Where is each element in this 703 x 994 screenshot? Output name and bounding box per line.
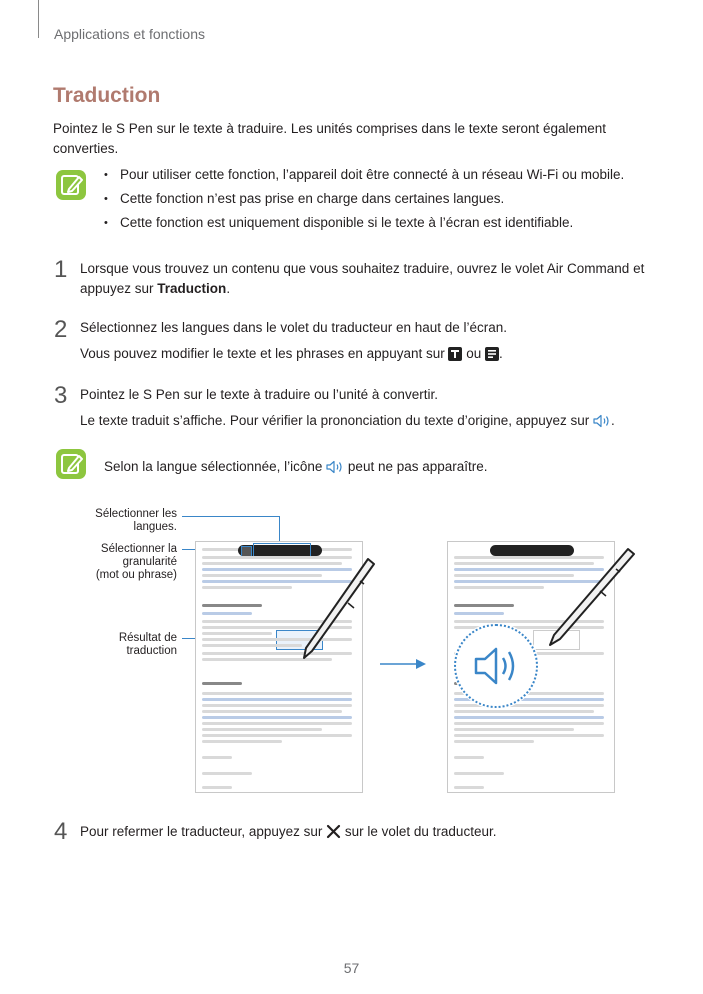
- step-line: [80, 411, 690, 434]
- callout-line: (mot ou phrase): [95, 569, 177, 581]
- callout-line: langues.: [133, 521, 177, 533]
- step-line: Pointez le S Pen sur le texte à traduire ou l’unité à convertir.: [80, 387, 438, 402]
- callout-line: Sélectionner les: [95, 508, 177, 520]
- intro-paragraph: Pointez le S Pen sur le texte à traduire. Les unités comprises dans le texte seront également converties.: [53, 121, 607, 156]
- callout-line: granularité: [122, 556, 177, 568]
- note-text-part: peut ne pas apparaître.: [344, 459, 488, 474]
- step-text-part: ou: [462, 346, 485, 361]
- speaker-icon: [326, 460, 344, 480]
- sentence-mode-icon: [485, 347, 499, 367]
- step-text-part: .: [611, 413, 615, 428]
- step-text-part: .: [226, 281, 231, 296]
- note-text-part: Selon la langue sélectionnée, l’icône: [104, 459, 327, 474]
- step-text-part: .: [499, 346, 503, 361]
- step-text: [80, 259, 680, 299]
- step-text: [80, 318, 680, 367]
- step-text-part: sur le volet du traducteur.: [341, 824, 497, 839]
- step-text-part: appuyez sur: [80, 281, 158, 296]
- close-icon: [326, 824, 341, 845]
- note-bullet: • Cette fonction n’est pas prise en charge dans certaines langues.: [104, 190, 664, 214]
- step-text-part: Pour refermer le traducteur, appuyez sur: [80, 824, 327, 839]
- callout-languages: [60, 508, 177, 534]
- step-text: [80, 385, 690, 434]
- callout-line: traduction: [126, 645, 177, 657]
- pencil-note-icon: [56, 449, 86, 479]
- speaker-icon: [456, 626, 536, 706]
- step-number: 2: [54, 316, 68, 343]
- page-title: Traduction: [53, 84, 161, 107]
- callout-result: [60, 632, 177, 658]
- step-line: Sélectionnez les langues dans le volet du traducteur en haut de l’écran.: [80, 320, 508, 335]
- note-bullet: • Cette fonction est uniquement disponible si le texte à l’écran est identifiable.: [104, 214, 664, 238]
- header-section: Applications et fonctions: [54, 26, 205, 42]
- note-text: [104, 457, 664, 480]
- note-bullet: • Pour utiliser cette fonction, l’appareil doit être connecté à un réseau Wi-Fi ou mobile.: [104, 166, 664, 190]
- step-line: [80, 279, 680, 299]
- pencil-note-icon: [56, 170, 86, 200]
- traduction-label: Traduction: [157, 281, 227, 296]
- callout-granularity: [60, 543, 177, 582]
- speaker-zoom: [454, 624, 538, 708]
- header-rule: [38, 0, 39, 38]
- step-number: 4: [54, 818, 68, 845]
- step-text: [80, 822, 680, 845]
- s-pen-right: [530, 545, 640, 655]
- callout-line: Résultat de: [118, 632, 177, 644]
- step-number: 1: [54, 256, 68, 283]
- step-line: [80, 344, 680, 367]
- leader-line: [279, 516, 280, 544]
- step-text-part: Le texte traduit s’affiche. Pour vérifier la prononciation du texte d’origine, appuyez sur: [80, 413, 594, 428]
- text-edit-icon: [448, 347, 462, 367]
- step-line: Lorsque vous trouvez un contenu que vous souhaitez traduire, ouvrez le volet Air Command et: [80, 261, 645, 276]
- page-number: 57: [343, 960, 360, 976]
- arrow-icon: [378, 658, 428, 670]
- callout-line: Sélectionner la: [100, 543, 177, 555]
- note-bullet-list: [104, 166, 664, 238]
- step-number: 3: [54, 382, 68, 409]
- speaker-icon: [593, 414, 611, 434]
- leader-line: [182, 516, 279, 517]
- s-pen-left: [290, 555, 380, 665]
- step-text-part: Vous pouvez modifier le texte et les phrases en appuyant sur: [80, 346, 449, 361]
